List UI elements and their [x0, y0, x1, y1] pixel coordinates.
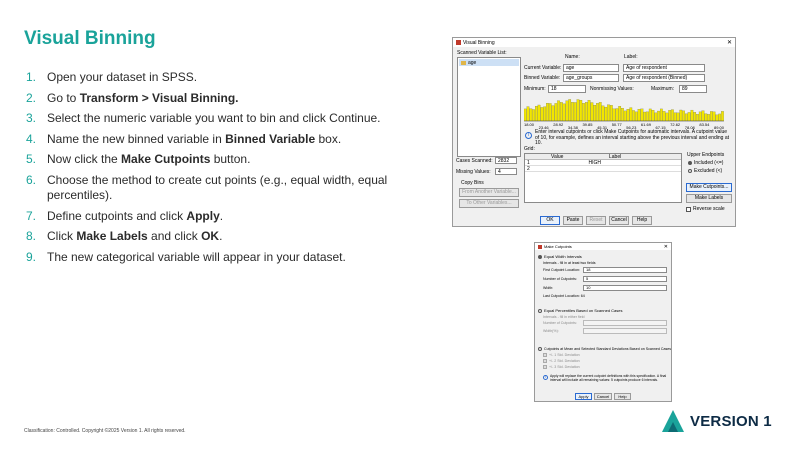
maximum-label: Maximum: — [651, 86, 675, 92]
histogram-bar — [527, 107, 529, 121]
info-icon: i — [543, 375, 548, 380]
copyright-footer: Classification: Controlled. Copyright ©2025 Version 1. All rights reserved. — [24, 428, 186, 434]
logo-text: VERSION 1 — [690, 412, 772, 430]
version1-logo-icon — [660, 408, 686, 434]
step-6 — [26, 173, 406, 203]
minimum-label: Minimum: — [524, 86, 546, 92]
checkbox-icon — [543, 353, 547, 357]
binned-label-input[interactable]: Age of respondent (Binned) — [623, 74, 705, 82]
histogram-bar — [616, 108, 618, 121]
histogram-bar — [691, 110, 693, 121]
minimum-field: 18 — [548, 85, 586, 93]
intervals-hint: Intervals - fill in at least two fields — [543, 261, 596, 265]
histogram-bar — [682, 111, 684, 121]
histogram-bar — [718, 114, 720, 121]
step-text: Name the new binned variable in Binned Variable box. — [47, 131, 342, 146]
histogram-bar — [635, 112, 637, 121]
histogram-tick-label: 83.54 — [699, 122, 710, 127]
missing-values-label: Missing Values: — [456, 169, 491, 175]
histogram-bar — [577, 100, 579, 121]
from-another-variable-button[interactable]: From Another Variable... — [459, 188, 519, 197]
histogram-tick-label: 56.23 — [626, 125, 637, 130]
histogram-bar — [713, 112, 715, 121]
histogram-bar — [655, 113, 657, 121]
histogram-tick-label: 61.69 — [640, 122, 651, 127]
upper-endpoints-label: Upper Endpoints — [687, 152, 725, 158]
histogram-bar — [585, 102, 587, 121]
step-text: Choose the method to create cut points (e.g., equal width, equal percentiles). — [47, 172, 388, 202]
histogram-bar — [641, 109, 643, 121]
step-text: Open your dataset in SPSS. — [47, 70, 198, 84]
make-labels-button[interactable]: Make Labels — [686, 194, 732, 203]
step-3 — [26, 111, 406, 126]
histogram-bar — [632, 110, 634, 121]
percentiles-number-input[interactable] — [583, 320, 667, 326]
current-variable-field: age — [563, 64, 619, 72]
histogram-tick-label: 45.31 — [597, 125, 608, 130]
help-button[interactable]: Help — [614, 393, 631, 400]
histogram-tick-label: 39.85 — [582, 122, 593, 127]
last-cutpoint-label: Last Cutpoint Location: 64 — [543, 294, 585, 298]
cancel-button[interactable]: Cancel — [594, 393, 612, 400]
current-label-field: Age of respondent — [623, 64, 705, 72]
percentiles-width-input[interactable] — [583, 328, 667, 334]
ok-button[interactable]: OK — [540, 216, 560, 225]
histogram-bar — [596, 103, 598, 121]
step-9 — [26, 250, 406, 265]
histogram-bar — [707, 114, 709, 121]
dialog-title: Make Cutpoints — [544, 244, 572, 249]
visual-binning-dialog — [452, 37, 736, 227]
histogram-bar — [538, 105, 540, 121]
included-radio[interactable]: Included (<=) — [688, 160, 723, 166]
histogram-bar — [530, 109, 532, 121]
width-label: Width: — [543, 286, 554, 290]
radio-icon — [538, 309, 542, 313]
histogram-bar — [621, 108, 623, 121]
apply-button[interactable]: Apply — [575, 393, 592, 400]
histogram-bar — [552, 106, 554, 121]
histogram-bar — [602, 106, 604, 121]
step-text: Click Make Labels and click OK. — [47, 229, 223, 244]
nonmissing-label: Nonmissing Values: — [590, 86, 634, 92]
histogram-bar — [557, 101, 559, 121]
histogram-tick-label: 18.00 — [524, 122, 535, 127]
histogram-bar — [593, 105, 595, 121]
histogram-bar — [613, 109, 615, 121]
cutpoint-grid[interactable] — [524, 153, 682, 203]
histogram-bar — [605, 107, 607, 121]
histogram-bar — [591, 103, 593, 121]
scanned-list-label: Scanned Variable List: — [457, 50, 507, 56]
radio-selected-icon — [688, 161, 692, 165]
histogram-bar — [693, 112, 695, 121]
histogram-tick-label: 28.92 — [553, 122, 564, 127]
cancel-button[interactable]: Cancel — [609, 216, 629, 225]
step-text: Now click the Make Cutpoints button. — [47, 152, 251, 167]
step-text: Select the numeric variable you want to bin and click Continue. — [47, 111, 381, 126]
histogram-bar — [688, 112, 690, 121]
histogram-tick-label: 34.38 — [567, 125, 578, 130]
first-cutpoint-label: First Cutpoint Location: — [543, 268, 580, 272]
first-cutpoint-input[interactable]: 18 — [583, 267, 667, 273]
binned-variable-input[interactable]: age_groups — [563, 74, 619, 82]
histogram-bar — [582, 103, 584, 121]
step-number: 6. — [26, 172, 37, 187]
variable-item-age[interactable]: age — [459, 59, 519, 66]
histogram-bar — [599, 102, 601, 121]
histogram-bar — [649, 109, 651, 121]
checkbox-icon — [543, 365, 547, 369]
histogram-bar — [657, 111, 659, 121]
histogram-bars — [524, 99, 724, 121]
step-number: 9. — [26, 249, 37, 264]
histogram-bar — [710, 111, 712, 121]
std-1-checkbox[interactable]: +/- 1 Std. Deviation — [543, 353, 580, 357]
histogram-bar — [663, 111, 665, 121]
histogram-bar — [560, 102, 562, 121]
histogram-bar — [646, 112, 648, 121]
histogram-bar — [696, 114, 698, 121]
histogram-bar — [705, 114, 707, 121]
histogram-bar — [652, 110, 654, 121]
percentiles-width-label: Width(%): — [543, 329, 559, 333]
histogram-bar — [638, 109, 640, 121]
grid-header: Value Label — [525, 154, 681, 160]
histogram-bar — [721, 111, 723, 121]
histogram-bar — [643, 112, 645, 121]
paste-button[interactable]: Paste — [563, 216, 583, 225]
steps-list — [26, 70, 406, 270]
std-dev-radio[interactable]: Cutpoints at Mean and Selected Standard Deviations Based on Scanned Cases — [538, 347, 671, 351]
step-text: Go to Transform > Visual Binning. — [47, 90, 239, 105]
info-text: Enter interval cutpoints or click Make Cutpoints for automatic intervals. A cutpoint value of 10, for example, defines an interval starting above the previous interval and ending at 10. — [535, 129, 730, 147]
dialog-titlebar — [453, 38, 735, 47]
histogram-bar — [627, 109, 629, 121]
histogram-bar — [588, 100, 590, 121]
maximum-field: 89 — [679, 85, 707, 93]
step-number: 5. — [26, 152, 37, 167]
spss-app-icon — [538, 245, 542, 249]
excluded-radio[interactable]: Excluded (<) — [688, 168, 722, 174]
close-icon[interactable]: ✕ — [663, 243, 668, 250]
make-cutpoints-dialog — [534, 242, 672, 402]
step-number: 3. — [26, 111, 37, 126]
histogram-tick-label: 50.77 — [611, 122, 622, 127]
histogram-bar — [541, 107, 543, 121]
to-other-variables-button[interactable]: To Other Variables... — [459, 199, 519, 208]
histogram-tick-label: 89.00 — [714, 125, 725, 130]
equal-percentiles-radio[interactable]: Equal Percentiles Based on Scanned Cases — [538, 308, 623, 313]
histogram-tick-labels — [524, 122, 724, 128]
histogram-bar — [535, 106, 537, 121]
histogram-bar — [566, 101, 568, 121]
percentiles-hint: Intervals - fill in either field — [543, 315, 585, 319]
histogram-bar — [677, 113, 679, 121]
step-number: 7. — [26, 208, 37, 223]
step-4 — [26, 132, 406, 147]
step-number: 8. — [26, 229, 37, 244]
radio-selected-icon — [538, 255, 542, 259]
equal-width-radio[interactable]: Equal Width Intervals — [538, 254, 582, 259]
std-3-checkbox[interactable]: +/- 3 Std. Deviation — [543, 365, 580, 369]
histogram-bar — [699, 112, 701, 121]
histogram-bar — [671, 110, 673, 121]
step-1 — [26, 70, 406, 85]
histogram-tick-label: 23.46 — [538, 125, 549, 130]
histogram-bar — [580, 100, 582, 121]
histogram-bar — [685, 114, 687, 121]
dialog-titlebar — [535, 243, 671, 250]
missing-values-field: 4 — [495, 168, 517, 175]
number-of-cutpoints-label: Number of Cutpoints: — [543, 277, 577, 281]
make-cutpoints-button[interactable]: Make Cutpoints... — [686, 183, 732, 192]
histogram-bar — [524, 109, 526, 121]
histogram-bar — [555, 103, 557, 121]
reset-button[interactable]: Reset — [586, 216, 606, 225]
spss-app-icon — [456, 40, 461, 45]
histogram-bar — [546, 103, 548, 121]
grid-label: Grid: — [524, 146, 535, 152]
step-8 — [26, 229, 406, 244]
radio-icon — [538, 347, 542, 351]
grid-row[interactable]: 2 — [525, 166, 681, 172]
slide-title: Visual Binning — [24, 28, 156, 49]
histogram-bar — [549, 103, 551, 121]
width-input[interactable]: 10 — [583, 285, 667, 291]
std-2-checkbox[interactable]: +/- 2 Std. Deviation — [543, 359, 580, 363]
histogram-bar — [610, 105, 612, 121]
percentiles-number-label: Number of Cutpoints: — [543, 321, 577, 325]
radio-icon — [688, 169, 692, 173]
binned-variable-label: Binned Variable: — [524, 75, 561, 81]
step-7 — [26, 209, 406, 224]
histogram-bar — [532, 109, 534, 121]
step-text: Define cutpoints and click Apply. — [47, 208, 224, 223]
step-text: The new categorical variable will appear in your dataset. — [47, 249, 346, 264]
apply-note: Apply will replace the current cutpoint definitions with this specification. A final interval will include all remaining values: 5 cutpoints produce 6 intervals. — [550, 374, 667, 382]
scanned-variable-list[interactable] — [457, 57, 521, 157]
version1-logo — [660, 408, 772, 434]
checkbox-icon — [543, 359, 547, 363]
number-of-cutpoints-input[interactable]: 5 — [583, 276, 667, 282]
histogram-tick-label: 78.08 — [684, 125, 695, 130]
current-variable-label: Current Variable: — [524, 65, 562, 71]
histogram-bar — [574, 102, 576, 121]
histogram-bar — [630, 108, 632, 121]
name-header: Name: — [565, 54, 580, 60]
histogram-bar — [668, 110, 670, 121]
dialog-title: Visual Binning — [463, 39, 495, 46]
histogram-bar — [568, 99, 570, 121]
step-2 — [26, 91, 406, 106]
histogram-bar — [660, 109, 662, 121]
copy-bins-label: Copy Bins — [461, 180, 484, 186]
ruler-icon — [461, 61, 466, 65]
help-button[interactable]: Help — [632, 216, 652, 225]
histogram-bar — [674, 113, 676, 121]
histogram-bar — [618, 106, 620, 121]
step-number: 1. — [26, 70, 37, 84]
histogram-bar — [607, 105, 609, 121]
histogram-tick-label: 67.15 — [655, 125, 666, 130]
info-icon: i — [525, 132, 532, 139]
histogram-bar — [571, 102, 573, 121]
histogram-bar — [680, 110, 682, 121]
cases-scanned-label: Cases Scanned: — [456, 158, 493, 164]
histogram-bar — [666, 113, 668, 121]
histogram-tick-label: 72.62 — [670, 122, 681, 127]
cases-scanned-field: 2832 — [495, 157, 517, 164]
close-icon[interactable]: ✕ — [726, 40, 732, 46]
histogram-bar — [702, 111, 704, 121]
histogram-bar — [543, 107, 545, 121]
grid-row[interactable]: 1 HIGH — [525, 160, 681, 166]
step-number: 4. — [26, 131, 37, 146]
label-header: Label: — [624, 54, 638, 60]
step-5 — [26, 152, 406, 167]
checkbox-icon — [686, 207, 691, 212]
histogram-bar — [624, 111, 626, 121]
step-number: 2. — [26, 90, 37, 105]
histogram-bar — [716, 115, 718, 121]
histogram-bar — [563, 104, 565, 121]
reverse-scale-checkbox[interactable]: Reverse scale — [686, 206, 725, 212]
